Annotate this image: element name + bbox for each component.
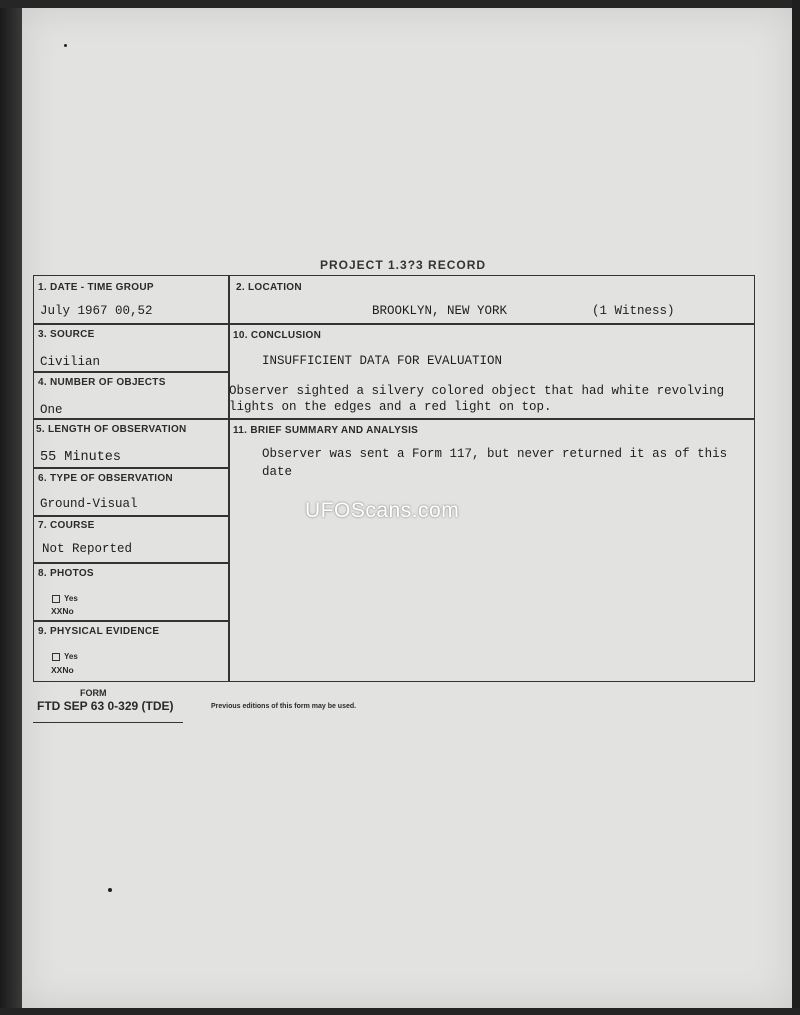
type-label: 6. TYPE OF OBSERVATION	[38, 473, 173, 484]
footer-rule	[33, 722, 183, 723]
row-divider	[33, 371, 228, 373]
source-value: Civilian	[40, 355, 101, 369]
summary-label: 11. BRIEF SUMMARY AND ANALYSIS	[233, 425, 419, 436]
photos-yes-option: Yes	[52, 594, 78, 603]
date-time-label: 1. DATE - TIME GROUP	[38, 282, 154, 293]
date-time-value: July 1967 00,52	[40, 304, 153, 318]
photos-label: 8. PHOTOS	[38, 568, 94, 579]
objects-value: One	[40, 403, 63, 417]
summary-line: Observer was sent a Form 117, but never returned it as of this	[262, 447, 728, 461]
description-line: lights on the edges and a red light on top.	[229, 400, 552, 414]
row-divider	[33, 515, 228, 517]
scan-top-edge	[0, 0, 800, 8]
source-label: 3. SOURCE	[38, 329, 95, 340]
objects-label: 4. NUMBER OF OBJECTS	[38, 377, 166, 388]
checkbox-icon	[52, 653, 60, 661]
evidence-label: 9. PHYSICAL EVIDENCE	[38, 626, 160, 637]
scan-left-edge	[0, 0, 22, 1015]
length-value: 55 Minutes	[40, 450, 122, 465]
watermark: UFOScans.com	[305, 499, 460, 522]
course-value: Not Reported	[42, 542, 133, 556]
footer-form-id: FTD SEP 63 0-329 (TDE)	[37, 699, 174, 713]
dust-speck	[64, 44, 67, 47]
row-divider	[33, 323, 755, 325]
conclusion-label: 10. CONCLUSION	[233, 330, 322, 341]
row-divider	[33, 620, 228, 622]
row-divider	[33, 562, 228, 564]
footer-note: Previous editions of this form may be used.	[211, 703, 357, 710]
length-label: 5. LENGTH OF OBSERVATION	[36, 424, 187, 435]
scan-bottom-edge	[0, 1008, 800, 1015]
row-divider	[33, 418, 755, 420]
conclusion-value: INSUFFICIENT DATA FOR EVALUATION	[262, 354, 503, 368]
type-value: Ground-Visual	[40, 497, 138, 511]
summary-line: date	[262, 465, 293, 479]
form-title: PROJECT 1.3?3 RECORD	[320, 258, 487, 272]
description-line: Observer sighted a silvery colored object that had white revolving	[229, 384, 725, 398]
scan-right-edge	[792, 0, 800, 1015]
footer-form-word: FORM	[80, 688, 107, 698]
checkbox-icon	[52, 595, 60, 603]
location-label: 2. LOCATION	[236, 282, 302, 293]
evidence-yes-option: Yes	[52, 652, 78, 661]
dust-speck	[108, 888, 112, 892]
course-label: 7. COURSE	[38, 520, 95, 531]
location-witness: (1 Witness)	[592, 304, 675, 318]
photos-no-option: XXNo	[51, 606, 74, 616]
evidence-no-option: XXNo	[51, 665, 74, 675]
row-divider	[33, 467, 228, 469]
column-divider	[228, 275, 230, 682]
location-value: BROOKLYN, NEW YORK	[372, 304, 508, 318]
